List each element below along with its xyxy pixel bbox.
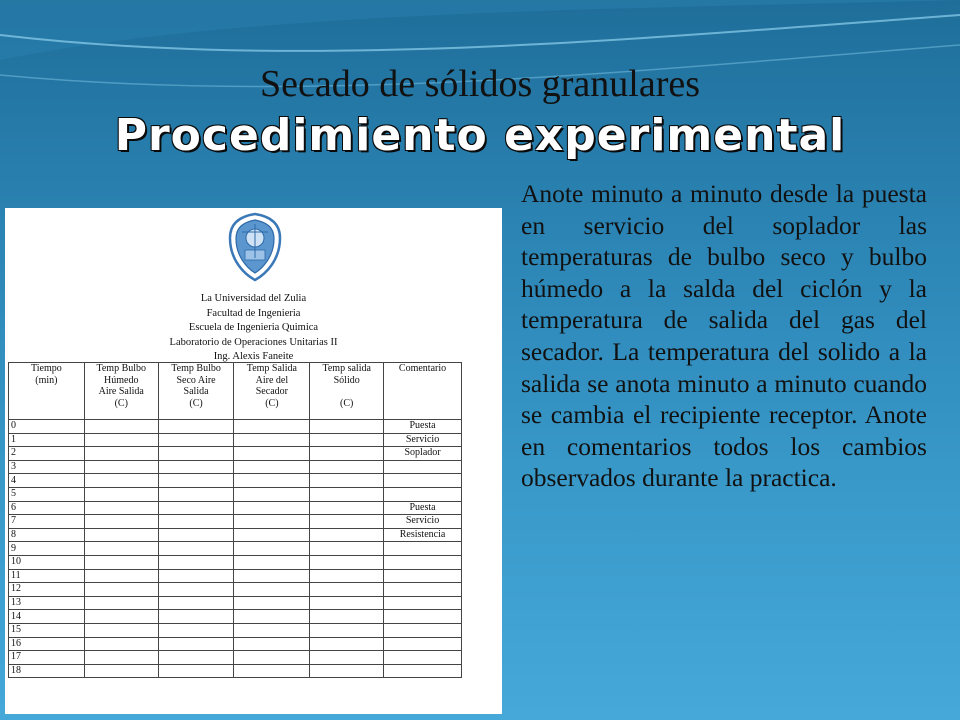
value-cell: [84, 555, 158, 569]
table-row: [9, 515, 462, 529]
value-cell: [158, 651, 234, 665]
value-cell: [310, 474, 384, 488]
value-cell: [158, 433, 234, 447]
time-cell: 13: [9, 596, 85, 610]
time-cell: 6: [9, 501, 85, 515]
value-cell: [310, 487, 384, 501]
value-cell: [84, 583, 158, 597]
value-cell: [158, 583, 234, 597]
value-cell: [310, 447, 384, 461]
value-cell: [84, 651, 158, 665]
value-cell: [84, 528, 158, 542]
table-row: [9, 433, 462, 447]
time-cell: 15: [9, 623, 85, 637]
slide-subtitle: Procedimiento experimental: [114, 110, 846, 161]
value-cell: [84, 501, 158, 515]
table-row: [9, 501, 462, 515]
comment-cell: Puesta: [384, 501, 462, 515]
value-cell: [310, 623, 384, 637]
comment-cell: Servicio: [384, 515, 462, 529]
time-cell: 0: [9, 420, 85, 434]
value-cell: [158, 515, 234, 529]
comment-cell: [384, 542, 462, 556]
value-cell: [84, 610, 158, 624]
value-cell: [234, 664, 310, 678]
time-cell: 9: [9, 542, 85, 556]
comment-cell: [384, 487, 462, 501]
slide-title: Secado de sólidos granulares: [259, 63, 701, 105]
table-row: [9, 487, 462, 501]
table-row: [9, 637, 462, 651]
value-cell: [84, 433, 158, 447]
value-cell: [234, 474, 310, 488]
drying-data-table: [8, 362, 462, 678]
header-line: Escuela de Ingenieria Quimica: [188, 322, 319, 333]
value-cell: [234, 596, 310, 610]
data-sheet-image: [5, 208, 502, 714]
comment-cell: [384, 583, 462, 597]
time-cell: 3: [9, 460, 85, 474]
value-cell: [234, 528, 310, 542]
value-cell: [84, 637, 158, 651]
table-row: [9, 555, 462, 569]
column-header: Tiempo (min): [9, 363, 85, 420]
value-cell: [234, 637, 310, 651]
value-cell: [310, 610, 384, 624]
value-cell: [158, 420, 234, 434]
value-cell: [158, 460, 234, 474]
comment-cell: [384, 569, 462, 583]
value-cell: [234, 569, 310, 583]
value-cell: [158, 637, 234, 651]
value-cell: [84, 542, 158, 556]
value-cell: [84, 596, 158, 610]
comment-cell: [384, 651, 462, 665]
value-cell: [158, 555, 234, 569]
value-cell: [234, 487, 310, 501]
value-cell: [234, 460, 310, 474]
value-cell: [310, 569, 384, 583]
value-cell: [310, 664, 384, 678]
procedure-text: Anote minuto a minuto desde la puesta en servicio del soplador las temperaturas de bulbo seco y bulbo húmedo a la salda del ciclón y la temperatura de salida del gas del secador. La temperatura del solido a la salida se anota minuto a minuto cuando se cambia el recipiente receptor. Anote en comentarios todos los cambios observados durante la practica.: [521, 179, 927, 493]
value-cell: [234, 542, 310, 556]
value-cell: [234, 651, 310, 665]
column-header: Temp salida Sólido (C): [310, 363, 384, 420]
value-cell: [84, 474, 158, 488]
value-cell: [234, 515, 310, 529]
column-header: Temp Salida Aire del Secador (C): [234, 363, 310, 420]
value-cell: [84, 515, 158, 529]
table-row: [9, 569, 462, 583]
comment-cell: Servicio: [384, 433, 462, 447]
comment-cell: [384, 460, 462, 474]
value-cell: [158, 610, 234, 624]
table-row: [9, 623, 462, 637]
value-cell: [84, 569, 158, 583]
value-cell: [310, 596, 384, 610]
value-cell: [234, 555, 310, 569]
value-cell: [310, 528, 384, 542]
value-cell: [234, 501, 310, 515]
value-cell: [158, 528, 234, 542]
university-header: [5, 292, 502, 365]
value-cell: [158, 447, 234, 461]
comment-cell: [384, 623, 462, 637]
header-line: Ing. Alexis Faneite: [213, 351, 294, 362]
time-cell: 10: [9, 555, 85, 569]
time-cell: 5: [9, 487, 85, 501]
time-cell: 8: [9, 528, 85, 542]
value-cell: [234, 447, 310, 461]
value-cell: [158, 501, 234, 515]
time-cell: 7: [9, 515, 85, 529]
comment-cell: Puesta: [384, 420, 462, 434]
value-cell: [84, 664, 158, 678]
table-row: [9, 474, 462, 488]
comment-cell: Soplador: [384, 447, 462, 461]
value-cell: [310, 515, 384, 529]
value-cell: [84, 420, 158, 434]
value-cell: [310, 651, 384, 665]
value-cell: [310, 555, 384, 569]
table-row: [9, 583, 462, 597]
comment-cell: Resistencia: [384, 528, 462, 542]
comment-cell: [384, 664, 462, 678]
time-cell: 16: [9, 637, 85, 651]
value-cell: [310, 583, 384, 597]
header-line: Laboratorio de Operaciones Unitarias II: [169, 336, 338, 348]
comment-cell: [384, 637, 462, 651]
column-header: Comentario: [384, 363, 462, 420]
time-cell: 14: [9, 610, 85, 624]
table-row: [9, 447, 462, 461]
value-cell: [158, 474, 234, 488]
value-cell: [158, 542, 234, 556]
value-cell: [158, 623, 234, 637]
table-header-row: [9, 363, 462, 420]
university-seal-icon: [228, 212, 282, 282]
value-cell: [234, 433, 310, 447]
table-row: [9, 596, 462, 610]
time-cell: 11: [9, 569, 85, 583]
header-line: La Universidad del Zulia: [200, 293, 307, 304]
table-row: [9, 528, 462, 542]
time-cell: 18: [9, 664, 85, 678]
column-header: Temp Bulbo Húmedo Aire Salida (C): [84, 363, 158, 420]
table-row: [9, 542, 462, 556]
value-cell: [310, 460, 384, 474]
value-cell: [158, 569, 234, 583]
value-cell: [158, 596, 234, 610]
value-cell: [310, 420, 384, 434]
comment-cell: [384, 596, 462, 610]
value-cell: [310, 501, 384, 515]
value-cell: [234, 623, 310, 637]
time-cell: 2: [9, 447, 85, 461]
comment-cell: [384, 555, 462, 569]
table-row: [9, 460, 462, 474]
value-cell: [310, 542, 384, 556]
value-cell: [84, 447, 158, 461]
time-cell: 17: [9, 651, 85, 665]
value-cell: [310, 637, 384, 651]
value-cell: [84, 487, 158, 501]
header-line: Facultad de Ingenieria: [206, 307, 301, 319]
value-cell: [84, 623, 158, 637]
value-cell: [158, 664, 234, 678]
value-cell: [234, 420, 310, 434]
value-cell: [234, 610, 310, 624]
table-row: [9, 610, 462, 624]
column-header: Temp Bulbo Seco Aire Salida (C): [158, 363, 234, 420]
value-cell: [310, 433, 384, 447]
value-cell: [84, 460, 158, 474]
table-row: [9, 651, 462, 665]
table-row: [9, 664, 462, 678]
comment-cell: [384, 610, 462, 624]
time-cell: 12: [9, 583, 85, 597]
value-cell: [234, 583, 310, 597]
table-body: [9, 420, 462, 678]
value-cell: [158, 487, 234, 501]
table-row: [9, 420, 462, 434]
time-cell: 4: [9, 474, 85, 488]
time-cell: 1: [9, 433, 85, 447]
comment-cell: [384, 474, 462, 488]
